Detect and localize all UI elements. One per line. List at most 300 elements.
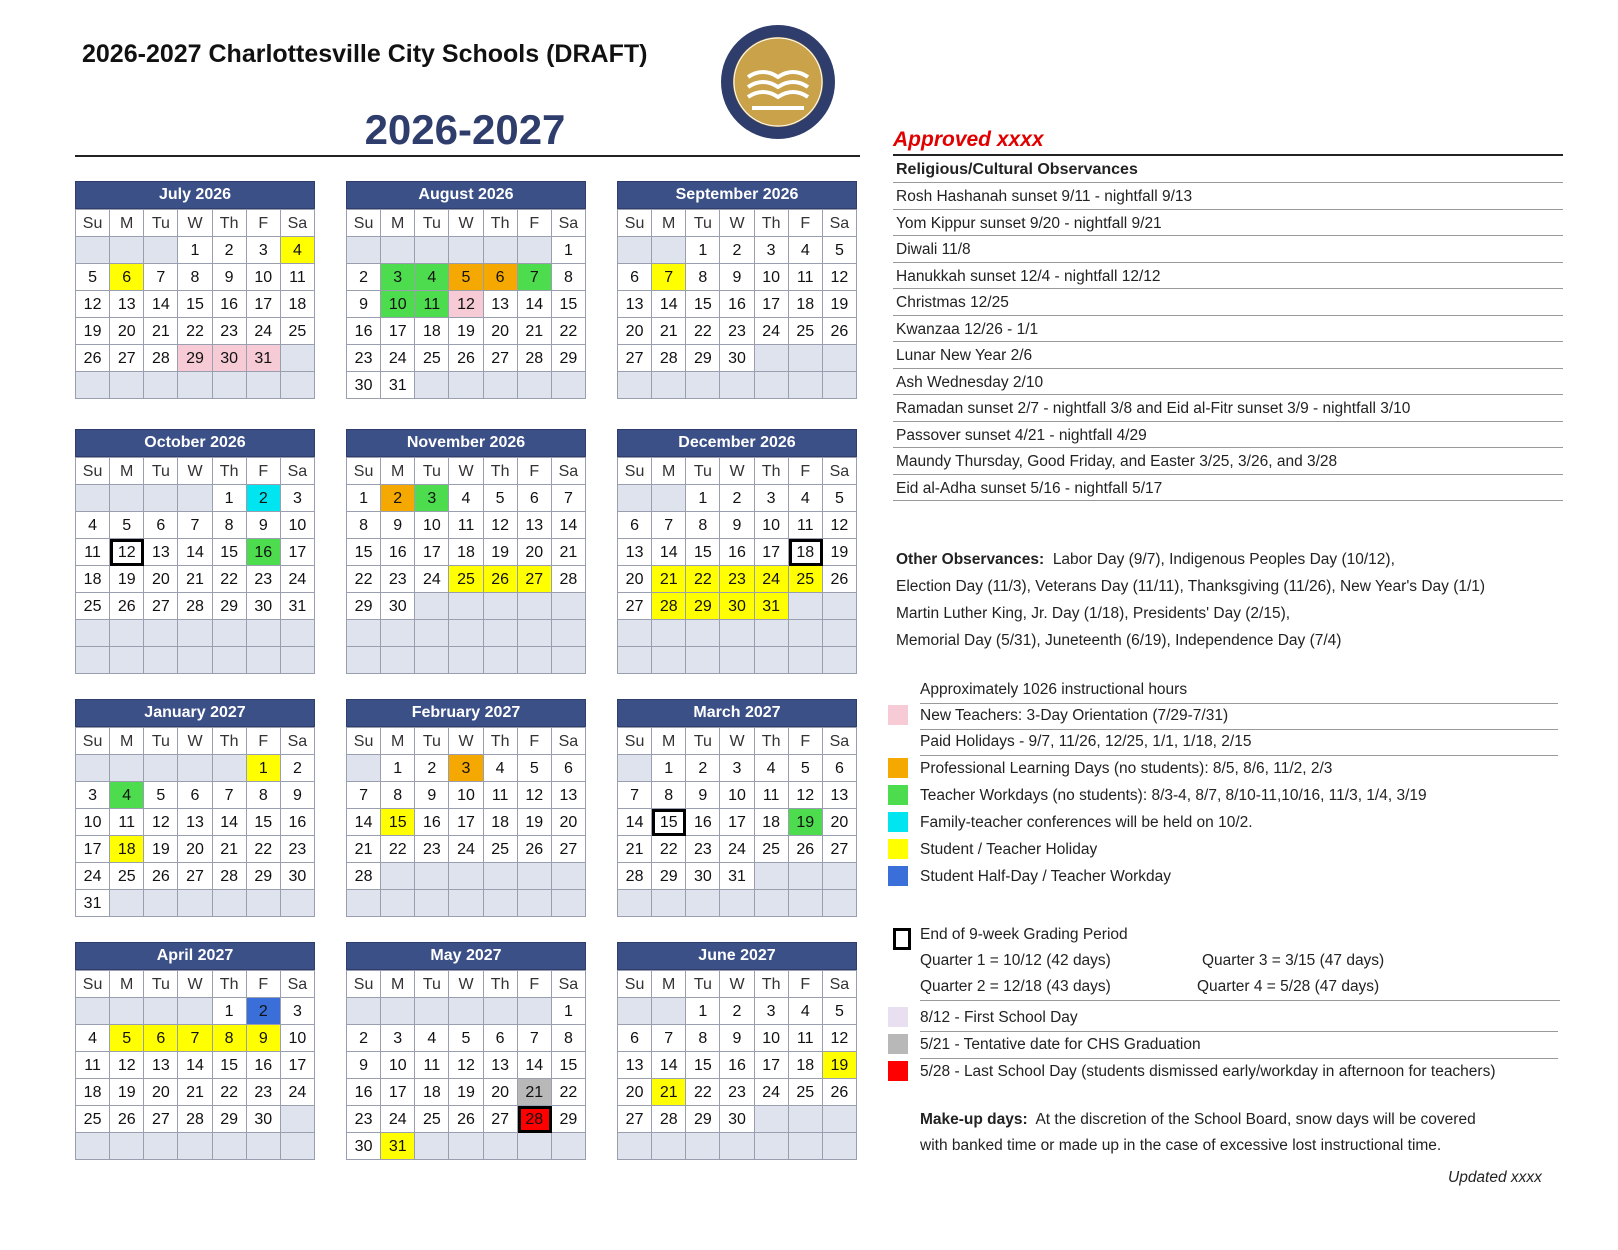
calendar-day: 20 [484,1079,518,1106]
weekday-label: Tu [686,728,720,755]
calendar-day: 30 [381,593,415,620]
empty-day [281,1106,315,1133]
calendar-day: 22 [686,318,720,345]
empty-day [213,620,247,647]
empty-day [484,863,518,890]
weekday-label: Sa [823,210,857,237]
weekday-label: W [178,971,212,998]
month-header: September 2026 [617,181,857,209]
calendar-day: 27 [518,566,552,593]
calendar-day: 5 [484,485,518,512]
legend-row [888,1058,1558,1085]
empty-day [178,620,212,647]
weekday-label: W [178,210,212,237]
calendar-day: 24 [247,318,281,345]
empty-day [415,620,449,647]
month-calendar [75,429,315,674]
empty-day [144,755,178,782]
calendar-day: 13 [552,782,586,809]
empty-day [247,620,281,647]
calendar-day: 29 [178,345,212,372]
calendar-day: 5 [823,998,857,1025]
empty-day [618,755,652,782]
weekday-label: F [518,458,552,485]
weekday-label: Tu [144,210,178,237]
calendar-year: 2026-2027 [364,106,566,153]
observance-row: Kwanzaa 12/26 - 1/1 [893,316,1563,343]
calendar-day: 19 [823,539,857,566]
empty-day [247,647,281,674]
calendar-day: 24 [76,863,110,890]
calendar-day: 16 [686,809,720,836]
month-header: July 2026 [75,181,315,209]
calendar-day: 1 [686,998,720,1025]
legend-swatch [888,785,908,805]
calendar-day: 20 [552,809,586,836]
empty-day [518,1133,552,1160]
calendar-day: 12 [823,264,857,291]
empty-day [720,647,754,674]
calendar-day: 5 [110,512,144,539]
calendar-day: 24 [720,836,754,863]
weekday-label: W [449,210,483,237]
calendar-day: 7 [178,512,212,539]
empty-day [484,593,518,620]
calendar-day: 21 [652,1079,686,1106]
calendar-day: 6 [552,755,586,782]
empty-day [652,1133,686,1160]
weekday-label: F [789,728,823,755]
empty-day [381,998,415,1025]
calendar-day: 11 [110,809,144,836]
calendar-day: 18 [484,809,518,836]
calendar-day: 26 [518,836,552,863]
calendar-day: 26 [110,593,144,620]
weekday-label: Th [484,971,518,998]
weekday-label: F [789,971,823,998]
calendar-day: 15 [213,1052,247,1079]
calendar-day: 17 [755,291,789,318]
calendar-day: 18 [789,539,823,566]
calendar-day: 31 [720,863,754,890]
empty-day [720,1133,754,1160]
calendar-day: 19 [144,836,178,863]
calendar-day: 6 [518,485,552,512]
calendar-day: 8 [213,1025,247,1052]
calendar-day: 23 [347,345,381,372]
empty-day [755,647,789,674]
legend-text: Student / Teacher Holiday [920,841,1098,858]
calendar-day: 29 [213,1106,247,1133]
calendar-day: 10 [281,512,315,539]
empty-day [789,593,823,620]
empty-day [415,372,449,399]
calendar-day: 2 [247,998,281,1025]
weekday-label: Sa [552,458,586,485]
calendar-day: 13 [618,1052,652,1079]
calendar-day: 28 [347,863,381,890]
calendar-day: 10 [281,1025,315,1052]
calendar-day: 13 [484,291,518,318]
calendar-day: 3 [381,1025,415,1052]
weekday-label: Th [484,210,518,237]
empty-day [823,593,857,620]
other-line: Labor Day (9/7), Indigenous Peoples Day (10/12), [1052,551,1395,568]
calendar-day: 1 [213,998,247,1025]
month-calendar [75,942,315,1160]
calendar-day: 2 [720,237,754,264]
religious-heading: Religious/Cultural Observances [893,156,1563,183]
calendar-day: 8 [652,782,686,809]
calendar-day: 19 [449,318,483,345]
calendar-day: 14 [347,809,381,836]
calendar-day: 2 [686,755,720,782]
empty-day [552,620,586,647]
weekday-label: M [381,971,415,998]
calendar-day: 28 [652,1106,686,1133]
calendar-day: 5 [518,755,552,782]
legend-text: Approximately 1026 instructional hours [920,676,1558,704]
calendar-day: 7 [518,264,552,291]
empty-day [144,237,178,264]
calendar-day: 25 [415,1106,449,1133]
weekday-label: F [247,210,281,237]
empty-day [110,1133,144,1160]
other-observances [896,546,1576,654]
calendar-day: 16 [720,1052,754,1079]
calendar-day: 26 [484,566,518,593]
calendar-day: 27 [484,345,518,372]
month-calendar [75,181,315,399]
legend-text: Student Half-Day / Teacher Workday [920,868,1171,885]
weekday-label: W [720,210,754,237]
weekday-label: W [178,458,212,485]
weekday-label: Sa [281,458,315,485]
month-header: January 2027 [75,699,315,727]
calendar-day: 3 [449,755,483,782]
empty-day [347,998,381,1025]
calendar-day: 12 [823,1025,857,1052]
empty-day [281,1133,315,1160]
calendar-day: 11 [415,291,449,318]
calendar-day: 4 [484,755,518,782]
calendar-day: 24 [281,566,315,593]
calendar-day: 8 [213,512,247,539]
empty-day [789,620,823,647]
empty-day [178,485,212,512]
weekday-label: Sa [552,971,586,998]
weekday-label: F [518,971,552,998]
calendar-day: 10 [415,512,449,539]
legend-text: 5/21 - Tentative date for CHS Graduation [920,1031,1558,1059]
calendar-day: 20 [618,1079,652,1106]
month-calendar [617,942,857,1160]
empty-day [76,372,110,399]
weekday-label: Sa [281,210,315,237]
legend-swatch [888,1061,908,1081]
calendar-day: 15 [552,291,586,318]
empty-day [144,1133,178,1160]
month-calendar [346,942,586,1160]
calendar-day: 28 [144,345,178,372]
empty-day [789,890,823,917]
calendar-day: 18 [415,1079,449,1106]
legend-swatch [888,839,908,859]
calendar-day: 11 [76,539,110,566]
calendar-day: 17 [415,539,449,566]
religious-list [893,183,1563,501]
empty-day [484,620,518,647]
empty-day [484,890,518,917]
calendar-day: 3 [381,264,415,291]
empty-day [618,485,652,512]
calendar-day: 28 [178,593,212,620]
empty-day [652,998,686,1025]
calendar-day: 23 [247,566,281,593]
calendar-day: 13 [518,512,552,539]
calendar-day: 30 [347,1133,381,1160]
weekday-label: M [652,210,686,237]
month-calendar [617,699,857,917]
empty-day [755,372,789,399]
calendar-day: 12 [789,782,823,809]
calendar-day: 19 [449,1079,483,1106]
calendar-day: 25 [415,345,449,372]
legend-swatch [888,758,908,778]
calendar-day: 23 [247,1079,281,1106]
calendar-day: 27 [552,836,586,863]
legend-swatch [888,1034,908,1054]
calendar-day: 7 [618,782,652,809]
calendar-day: 25 [789,1079,823,1106]
calendar-day: 22 [213,1079,247,1106]
weekday-label: Sa [281,728,315,755]
calendar-day: 25 [449,566,483,593]
other-line: Memorial Day (5/31), Juneteenth (6/19), Independence Day (7/4) [896,632,1342,649]
empty-day [618,1133,652,1160]
quarter-1: Quarter 1 = 10/12 (42 days) [920,952,1111,969]
calendar-day: 31 [381,372,415,399]
calendar-day: 28 [618,863,652,890]
empty-day [144,647,178,674]
weekday-label: Su [347,458,381,485]
calendar-day: 28 [652,345,686,372]
empty-day [823,372,857,399]
weekday-label: F [789,210,823,237]
empty-day [552,372,586,399]
calendar-day: 26 [144,863,178,890]
empty-day [618,998,652,1025]
calendar-day: 3 [720,755,754,782]
calendar-day: 12 [823,512,857,539]
school-logo [718,22,838,142]
empty-day [618,237,652,264]
calendar-day: 27 [618,345,652,372]
weekday-label: Sa [823,458,857,485]
calendar-day: 6 [823,755,857,782]
legend-row [888,836,1558,863]
month-day-grid [346,209,586,399]
weekday-label: Tu [686,210,720,237]
calendar-day: 15 [213,539,247,566]
empty-day [789,1106,823,1133]
weekday-label: Su [618,210,652,237]
empty-day [347,890,381,917]
weekday-label: W [449,458,483,485]
empty-day [110,998,144,1025]
calendar-day: 21 [144,318,178,345]
empty-day [823,620,857,647]
calendar-day: 22 [381,836,415,863]
empty-day [518,890,552,917]
empty-day [76,647,110,674]
calendar-day: 26 [110,1106,144,1133]
calendar-day: 13 [110,291,144,318]
empty-day [518,998,552,1025]
calendar-day: 7 [144,264,178,291]
legend-swatch [888,705,908,725]
calendar-day: 22 [686,566,720,593]
empty-day [110,755,144,782]
calendar-day: 27 [618,1106,652,1133]
empty-day [381,890,415,917]
weekday-label: Su [76,728,110,755]
empty-day [76,620,110,647]
empty-day [381,647,415,674]
empty-day [213,1133,247,1160]
month-calendar [346,429,586,674]
calendar-day: 9 [281,782,315,809]
calendar-day: 16 [247,1052,281,1079]
month-calendar [346,181,586,399]
calendar-day: 14 [518,1052,552,1079]
weekday-label: W [449,971,483,998]
calendar-day: 8 [552,1025,586,1052]
weekday-label: M [110,728,144,755]
calendar-day: 11 [415,1052,449,1079]
calendar-day: 29 [652,863,686,890]
calendar-day: 7 [652,512,686,539]
calendar-day: 27 [110,345,144,372]
weekday-label: M [110,971,144,998]
quarter-4: Quarter 4 = 5/28 (47 days) [1197,978,1380,995]
calendar-day: 7 [552,485,586,512]
weekday-label: Th [213,728,247,755]
empty-day [415,647,449,674]
calendar-day: 25 [110,863,144,890]
calendar-day: 19 [518,809,552,836]
legend-row [888,702,1558,729]
observance-row: Diwali 11/8 [893,236,1563,263]
calendar-day: 21 [618,836,652,863]
weekday-label: Th [213,210,247,237]
empty-day [247,890,281,917]
calendar-day: 15 [552,1052,586,1079]
empty-day [110,647,144,674]
weekday-label: W [720,728,754,755]
calendar-day: 2 [281,755,315,782]
calendar-day: 5 [823,485,857,512]
calendar-day: 8 [686,1025,720,1052]
observance-row: Hanukkah sunset 12/4 - nightfall 12/12 [893,263,1563,290]
empty-day [449,593,483,620]
calendar-day: 17 [381,1079,415,1106]
calendar-day: 28 [518,1106,552,1133]
calendar-day: 1 [552,998,586,1025]
calendar-day: 22 [213,566,247,593]
empty-day [347,620,381,647]
month-day-grid [75,209,315,399]
calendar-day: 3 [755,237,789,264]
calendar-day: 3 [281,485,315,512]
calendar-day: 7 [347,782,381,809]
weekday-label: F [247,458,281,485]
calendar-day: 8 [552,264,586,291]
calendar-day: 9 [213,264,247,291]
month-header: November 2026 [346,429,586,457]
empty-day [552,863,586,890]
calendar-day: 2 [347,264,381,291]
updated-label: Updated xxxx [1448,1169,1542,1186]
calendar-day: 25 [755,836,789,863]
calendar-day: 4 [789,485,823,512]
calendar-day: 5 [449,1025,483,1052]
weekday-label: Sa [823,728,857,755]
calendar-day: 18 [789,1052,823,1079]
legend-row [888,1031,1558,1058]
weekday-label: Tu [415,971,449,998]
calendar-day: 20 [178,836,212,863]
empty-day [518,372,552,399]
calendar-day: 6 [144,1025,178,1052]
legend-row [888,755,1558,782]
calendar-day: 28 [178,1106,212,1133]
empty-day [789,372,823,399]
calendar-day: 3 [281,998,315,1025]
empty-day [281,890,315,917]
calendar-day: 21 [552,539,586,566]
calendar-day: 5 [449,264,483,291]
empty-day [381,237,415,264]
calendar-day: 26 [789,836,823,863]
calendar-day: 6 [144,512,178,539]
calendar-day: 12 [110,1052,144,1079]
calendar-day: 5 [76,264,110,291]
calendar-day: 14 [618,809,652,836]
calendar-day: 1 [247,755,281,782]
empty-day [449,372,483,399]
calendar-day: 14 [178,539,212,566]
empty-day [618,890,652,917]
empty-day [415,1133,449,1160]
empty-day [110,890,144,917]
weekday-label: Su [76,210,110,237]
calendar-day: 1 [652,755,686,782]
calendar-day: 8 [178,264,212,291]
empty-day [381,620,415,647]
empty-day [755,1106,789,1133]
empty-day [144,372,178,399]
calendar-day: 25 [76,1106,110,1133]
calendar-day: 7 [652,1025,686,1052]
month-header: August 2026 [346,181,586,209]
calendar-day: 4 [415,264,449,291]
empty-day [823,647,857,674]
empty-day [823,345,857,372]
month-day-grid [617,209,857,399]
empty-day [518,237,552,264]
empty-day [144,620,178,647]
